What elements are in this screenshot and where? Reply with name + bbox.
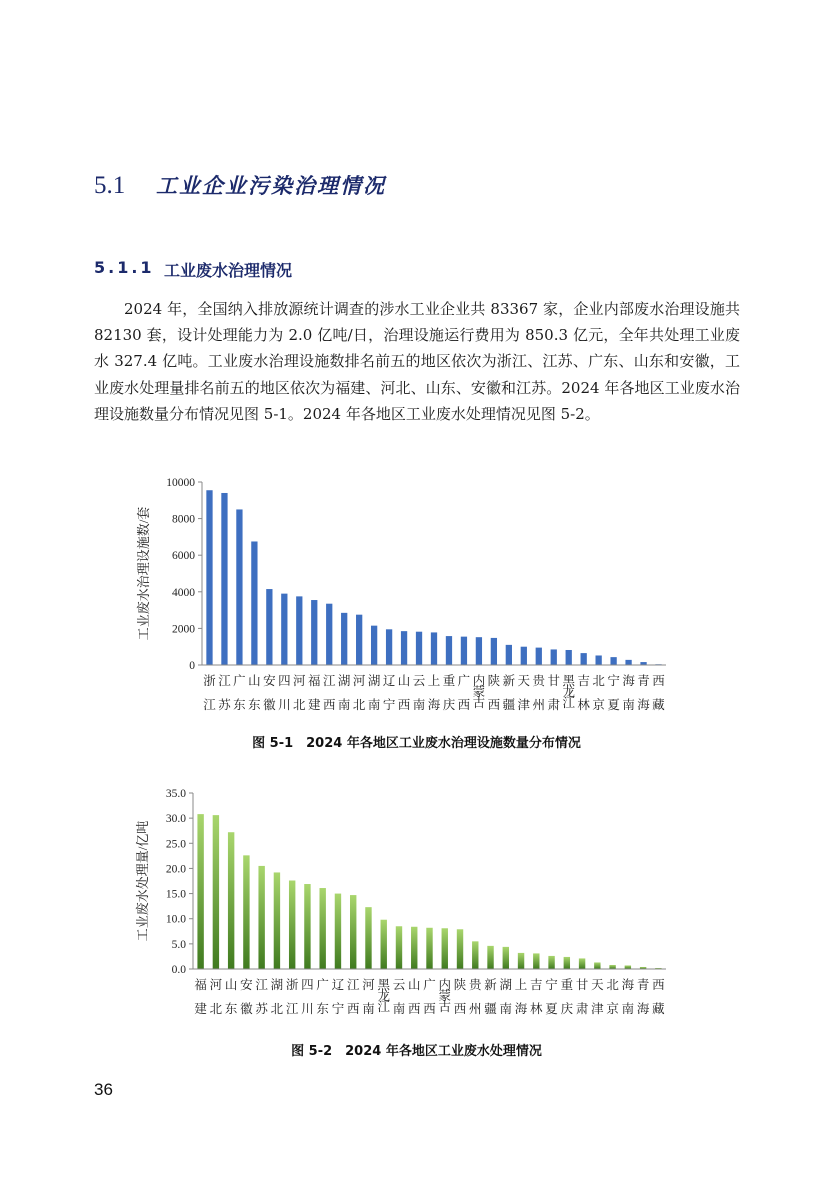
x-tick-label: 新疆 xyxy=(484,978,497,1016)
x-tick-label: 福建 xyxy=(308,674,321,712)
x-tick-label: 辽宁 xyxy=(382,674,396,712)
x-tick-label: 福建 xyxy=(194,978,207,1016)
x-tick-label: 浙江 xyxy=(203,674,216,712)
y-tick-label: 4000 xyxy=(172,586,195,599)
x-tick-label: 西藏 xyxy=(652,674,665,712)
bar xyxy=(228,832,234,969)
section-number: 5.1 xyxy=(94,172,126,199)
bar xyxy=(365,907,371,969)
x-tick-label: 江苏 xyxy=(218,674,231,712)
x-tick-label: 山东 xyxy=(224,978,238,1016)
section-title: 工业企业污染治理情况 xyxy=(156,174,386,198)
bar xyxy=(503,947,509,969)
bar xyxy=(335,894,341,969)
bar xyxy=(304,884,310,969)
x-tick-label: 云南 xyxy=(392,978,406,1016)
bar xyxy=(564,957,570,969)
y-tick-label: 0 xyxy=(189,660,195,672)
y-tick-label: 10000 xyxy=(166,477,195,489)
x-tick-label: 北京 xyxy=(592,674,605,712)
x-tick-label: 江西 xyxy=(322,674,336,712)
y-axis-title: 工业废水治理设施数/套 xyxy=(136,506,151,641)
y-tick-label: 0.0 xyxy=(171,964,186,976)
x-tick-label: 广西 xyxy=(423,978,436,1016)
bar xyxy=(411,927,417,969)
x-tick-label: 内蒙古 xyxy=(472,674,486,710)
x-tick-label: 山西 xyxy=(407,978,421,1016)
bar xyxy=(289,880,295,969)
x-tick-label: 新疆 xyxy=(502,674,516,712)
x-tick-label: 吉林 xyxy=(530,978,543,1016)
x-tick-label: 贵州 xyxy=(532,674,546,712)
x-tick-label: 上海 xyxy=(427,674,441,712)
x-tick-label: 重庆 xyxy=(560,978,574,1016)
x-tick-label: 广东 xyxy=(233,674,246,712)
y-tick-label: 2000 xyxy=(172,623,195,636)
bar xyxy=(442,928,448,969)
bar xyxy=(487,946,493,969)
x-tick-label: 黑龙江 xyxy=(377,978,390,1014)
x-tick-label: 西藏 xyxy=(652,978,665,1016)
x-tick-label: 内蒙古 xyxy=(438,978,452,1014)
x-tick-label: 山西 xyxy=(397,674,411,712)
bar xyxy=(381,920,387,969)
x-tick-label: 安徽 xyxy=(240,978,253,1016)
x-tick-label: 湖北 xyxy=(270,978,284,1016)
x-tick-label: 江西 xyxy=(346,978,360,1016)
x-tick-label: 北京 xyxy=(606,978,619,1016)
x-tick-label: 甘肃 xyxy=(547,674,560,712)
bar xyxy=(594,962,600,969)
y-tick-label: 8000 xyxy=(172,513,195,526)
x-tick-label: 湖南 xyxy=(499,978,513,1016)
x-tick-label: 贵州 xyxy=(469,978,482,1016)
x-tick-label: 河北 xyxy=(209,978,223,1016)
x-tick-label: 海南 xyxy=(622,674,635,712)
chart-2-caption: 图 5-2 2024 年各地区工业废水处理情况 xyxy=(291,1044,542,1059)
bar xyxy=(243,855,249,969)
x-tick-label: 安徽 xyxy=(263,674,276,712)
y-tick-label: 25.0 xyxy=(165,838,186,851)
x-tick-label: 青海 xyxy=(637,674,650,712)
bar xyxy=(472,941,478,969)
x-tick-label: 湖南 xyxy=(367,674,381,712)
x-tick-label: 河北 xyxy=(352,674,366,712)
x-tick-label: 湖南 xyxy=(337,674,351,712)
bar xyxy=(197,814,203,969)
x-tick-label: 陕西 xyxy=(453,978,467,1016)
x-tick-label: 海南 xyxy=(621,978,635,1016)
y-tick-label: 10.0 xyxy=(165,913,186,926)
x-tick-label: 河南 xyxy=(362,978,375,1016)
x-tick-label: 重庆 xyxy=(442,674,456,712)
y-tick-label: 5.0 xyxy=(171,938,186,951)
body-paragraph: 2024 年，全国纳入排放源统计调查的涉水工业企业共 83367 家，企业内部废水治理设施共 82130 套，设计处理能力为 2.0 亿吨/日，治理设施运行费用为 850.3 亿元，全年共处理工业废水 327.4 亿吨。工业废水治理设施数排名前五的地区依次为浙江、江苏、广东、山东和安徽，工业废水处理量排名前五的地区依次为福建、河北、山东、安徽和江苏。2024 年各地区工业废水治理设施数量分布情况见图 5-1。2024 年各地区工业废水处理情况见图 5-2。 xyxy=(94,300,740,423)
x-tick-label: 吉林 xyxy=(577,674,590,712)
bar xyxy=(533,953,539,969)
x-tick-label: 江苏 xyxy=(255,978,268,1016)
y-axis-title: 工业废水处理量/亿吨 xyxy=(135,820,150,942)
bar xyxy=(258,866,264,969)
y-tick-label: 30.0 xyxy=(165,813,186,826)
bar xyxy=(426,928,432,969)
y-tick-label: 6000 xyxy=(172,550,195,563)
x-tick-label: 宁夏 xyxy=(545,978,558,1016)
subsection-number: 5.1.1 xyxy=(94,258,155,277)
subsection-title: 工业废水治理情况 xyxy=(164,261,293,280)
x-tick-label: 甘肃 xyxy=(575,978,589,1016)
x-tick-label: 上海 xyxy=(514,978,528,1016)
x-tick-label: 四川 xyxy=(278,674,291,712)
bar xyxy=(548,956,554,969)
bar xyxy=(609,965,615,969)
x-tick-label: 宁夏 xyxy=(607,674,620,712)
x-tick-label: 河北 xyxy=(293,674,306,712)
x-tick-label: 陕西 xyxy=(487,674,501,712)
bar xyxy=(457,929,463,969)
bar xyxy=(274,872,280,969)
y-tick-label: 15.0 xyxy=(165,888,186,901)
x-tick-label: 青海 xyxy=(636,978,650,1016)
x-tick-label: 云南 xyxy=(412,674,426,712)
x-tick-label: 四川 xyxy=(301,978,314,1016)
bar xyxy=(396,926,402,969)
x-tick-label: 浙江 xyxy=(285,978,299,1016)
chart-1-caption: 图 5-1 2024 年各地区工业废水治理设施数量分布情况 xyxy=(252,736,581,751)
x-tick-label: 黑龙江 xyxy=(562,674,575,710)
bar xyxy=(625,965,631,969)
x-tick-label: 天津 xyxy=(517,674,531,712)
x-tick-label: 广东 xyxy=(316,978,329,1016)
bar xyxy=(213,815,219,969)
x-tick-label: 山东 xyxy=(248,674,261,712)
y-tick-label: 35.0 xyxy=(165,788,186,800)
x-tick-label: 天津 xyxy=(591,978,604,1016)
bar xyxy=(579,958,585,969)
bar xyxy=(319,888,325,969)
page-number: 36 xyxy=(94,1080,113,1099)
bar xyxy=(518,953,524,969)
bar xyxy=(350,895,356,969)
x-tick-label: 广西 xyxy=(457,674,471,712)
x-tick-label: 辽宁 xyxy=(331,978,345,1016)
y-tick-label: 20.0 xyxy=(165,863,186,876)
